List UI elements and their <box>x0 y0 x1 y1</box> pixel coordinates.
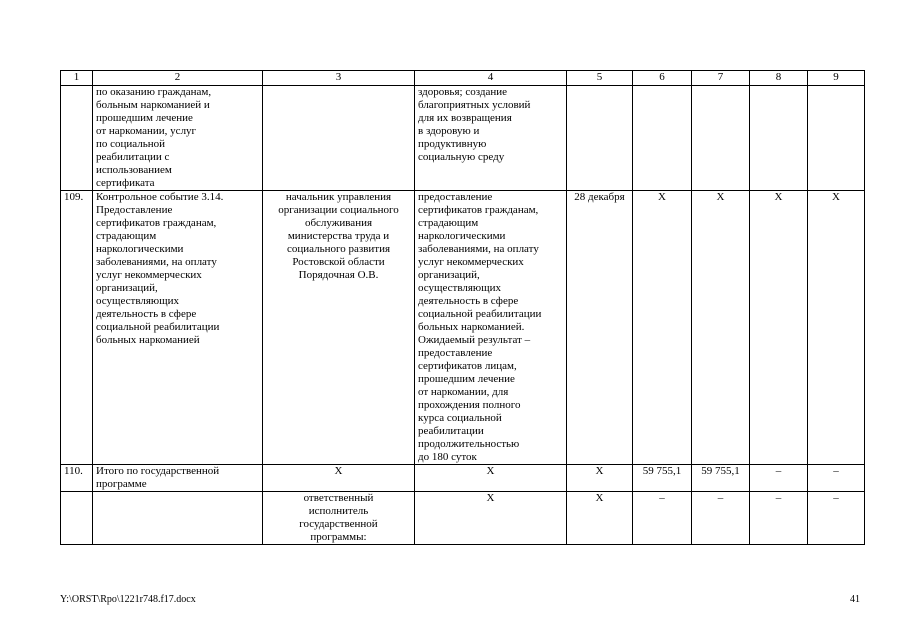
date-cell: X <box>567 465 633 492</box>
event-cell <box>93 492 263 545</box>
value-cell: – <box>750 465 808 492</box>
header-row <box>61 71 865 86</box>
header-cell: 2 <box>93 71 263 86</box>
row-number: 109. <box>61 191 93 465</box>
responsible-cell: начальник управления организации социального обслуживания министерства труда и социального развития Ростовской области Порядочная О.В. <box>263 191 415 465</box>
result-cell: предоставление сертификатов гражданам, страдающим наркологическими заболеваниями, на оплату услуг некоммерческих организаций, осуществляющих деятельность в сфере социальной реабилитации больных наркоманией. Ожидаемый результат – предоставление сертификатов лицам, прошедшим лечение от наркомании, для прохождения полного курса социальной реабилитации продолжительностью до 180 суток <box>415 191 567 465</box>
date-cell: X <box>567 492 633 545</box>
value-cell: – <box>808 492 865 545</box>
value-cell: – <box>808 465 865 492</box>
event-cell: Контрольное событие 3.14. Предоставление сертификатов гражданам, страдающим наркологическими заболеваниями, на оплату услуг некоммерческих организаций, осуществляющих деятельность в сфере социальной реабилитации больных наркоманией <box>93 191 263 465</box>
value-cell: 59 755,1 <box>692 465 750 492</box>
header-cell: 7 <box>692 71 750 86</box>
value-cell <box>808 86 865 191</box>
table-row <box>61 191 865 465</box>
table-row <box>61 492 865 545</box>
responsible-cell <box>263 86 415 191</box>
table-row <box>61 86 865 191</box>
file-path: Y:\ORST\Rpo\1221r748.f17.docx <box>60 594 196 605</box>
event-cell: по оказанию гражданам, больным наркоманией и прошедшим лечение от наркомании, услуг по социальной реабилитации с использованием сертификата <box>93 86 263 191</box>
value-cell: X <box>808 191 865 465</box>
header-cell: 1 <box>61 71 93 86</box>
value-cell: – <box>633 492 692 545</box>
header-cell: 5 <box>567 71 633 86</box>
row-number <box>61 492 93 545</box>
header-cell: 8 <box>750 71 808 86</box>
row-number <box>61 86 93 191</box>
event-cell: Итого по государственной программе <box>93 465 263 492</box>
header-cell: 4 <box>415 71 567 86</box>
value-cell: X <box>633 191 692 465</box>
result-cell: X <box>415 465 567 492</box>
value-cell: X <box>750 191 808 465</box>
value-cell <box>692 86 750 191</box>
value-cell: 59 755,1 <box>633 465 692 492</box>
value-cell <box>633 86 692 191</box>
responsible-cell: X <box>263 465 415 492</box>
value-cell <box>750 86 808 191</box>
date-cell <box>567 86 633 191</box>
value-cell: – <box>692 492 750 545</box>
plan-table <box>60 70 865 545</box>
date-cell: 28 декабря <box>567 191 633 465</box>
value-cell: – <box>750 492 808 545</box>
responsible-cell: ответственный исполнитель государственной программы: <box>263 492 415 545</box>
page-number: 41 <box>850 594 860 605</box>
header-cell: 3 <box>263 71 415 86</box>
row-number: 110. <box>61 465 93 492</box>
value-cell: X <box>692 191 750 465</box>
result-cell: здоровья; создание благоприятных условий для их возвращения в здоровую и продуктивную социальную среду <box>415 86 567 191</box>
header-cell: 6 <box>633 71 692 86</box>
table-row <box>61 465 865 492</box>
result-cell: X <box>415 492 567 545</box>
header-cell: 9 <box>808 71 865 86</box>
